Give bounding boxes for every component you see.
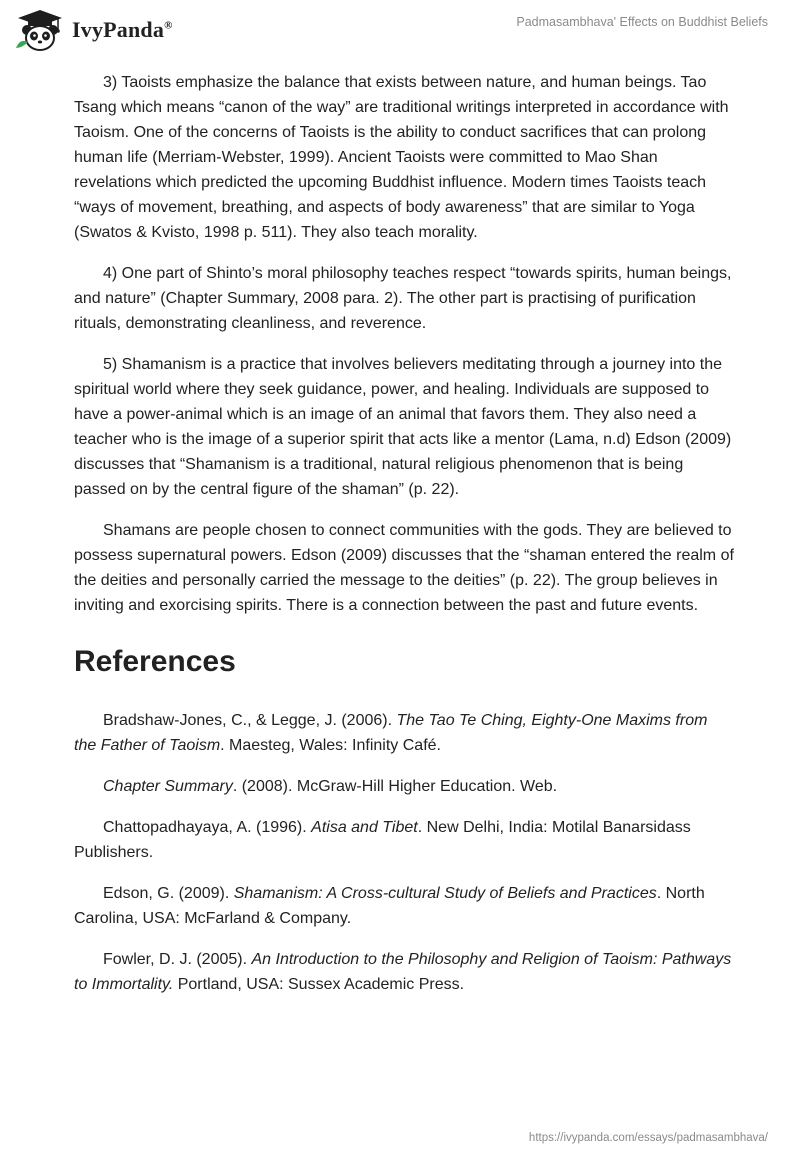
reference-item: Chapter Summary. (2008). McGraw-Hill Higher Education. Web. — [103, 778, 558, 795]
page-header — [0, 0, 800, 60]
body-paragraph: Shamans are people chosen to connect communities with the gods. They are believed to possess supernatural powers. Edson (2009) discusses that the “shaman entered the realm of the deities and personally carried the message to the deities” (p. 22). The group believes in inviting and exorcising spirits. There is a connection between the past and future events. — [74, 522, 734, 614]
source-url[interactable]: https://ivypanda.com/essays/padmasambhava/ — [528, 1132, 768, 1144]
references-heading: References — [74, 645, 236, 678]
reference-title: The Tao Te Ching, Eighty-One Maxims from the Father of Taoism — [74, 712, 708, 754]
reference-title: Atisa and Tibet — [311, 819, 418, 836]
ivypanda-logo[interactable] — [14, 8, 173, 52]
document-title: Padmasambhava' Effects on Buddhist Beliefs — [516, 15, 768, 29]
reference-item: Fowler, D. J. (2005). An Introduction to the Philosophy and Religion of Taoism: Pathways to Immortality. Portland, USA: Sussex Academic Press. — [74, 951, 732, 993]
registered-mark: ® — [164, 19, 173, 32]
reference-title: Shamanism: A Cross-cultural Study of Beliefs and Practices — [233, 885, 657, 902]
panda-graduate-icon — [14, 8, 66, 52]
reference-item: Bradshaw-Jones, C., & Legge, J. (2006). The Tao Te Ching, Eighty-One Maxims from the Father of Taoism. Maesteg, Wales: Infinity Café. — [74, 712, 708, 754]
essay-content — [74, 70, 734, 1013]
reference-item: Edson, G. (2009). Shamanism: A Cross-cultural Study of Beliefs and Practices. North Carolina, USA: McFarland & Company. — [74, 885, 705, 927]
body-paragraph: 5) Shamanism is a practice that involves believers meditating through a journey into the spiritual world where they seek guidance, power, and healing. Individuals are supposed to have a power-animal which is an image of an animal that favors them. They also need a teacher who is the image of a superior spirit that acts like a mentor (Lama, n.d) Edson (2009) discusses that “Shamanism is a traditional, natural religious phenomenon that is being passed on by the central figure of the shaman” (p. 22). — [74, 356, 732, 498]
reference-item: Chattopadhayaya, A. (1996). Atisa and Tibet. New Delhi, India: Motilal Banarsidass Publishers. — [74, 819, 691, 861]
brand-name: IvyPanda — [72, 17, 165, 42]
references-list — [74, 708, 734, 997]
reference-title: Chapter Summary — [103, 778, 233, 795]
body-paragraph: 4) One part of Shinto’s moral philosophy teaches respect “towards spirits, human beings, and nature” (Chapter Summary, 2008 para. 2). The other part is practising of purification rituals, demonstrating cleanliness, and reverence. — [74, 265, 732, 332]
reference-title: An Introduction to the Philosophy and Religion of Taoism: Pathways to Immortality. — [74, 951, 732, 993]
body-paragraph: 3) Taoists emphasize the balance that exists between nature, and human beings. Tao Tsang which means “canon of the way” are traditional writings interpreted in accordance with Taoism. One of the concerns of Taoists is the ability to conduct sacrifices that can prolong human life (Merriam-Webster, 1999). Ancient Taoists were committed to Mao Shan revelations which predicted the upcoming Buddhist influence. Modern times Taoists teach “ways of movement, breathing, and aspects of body awareness” that are similar to Yoga (Swatos & Kvisto, 1998 p. 511). They also teach morality. — [74, 74, 729, 241]
